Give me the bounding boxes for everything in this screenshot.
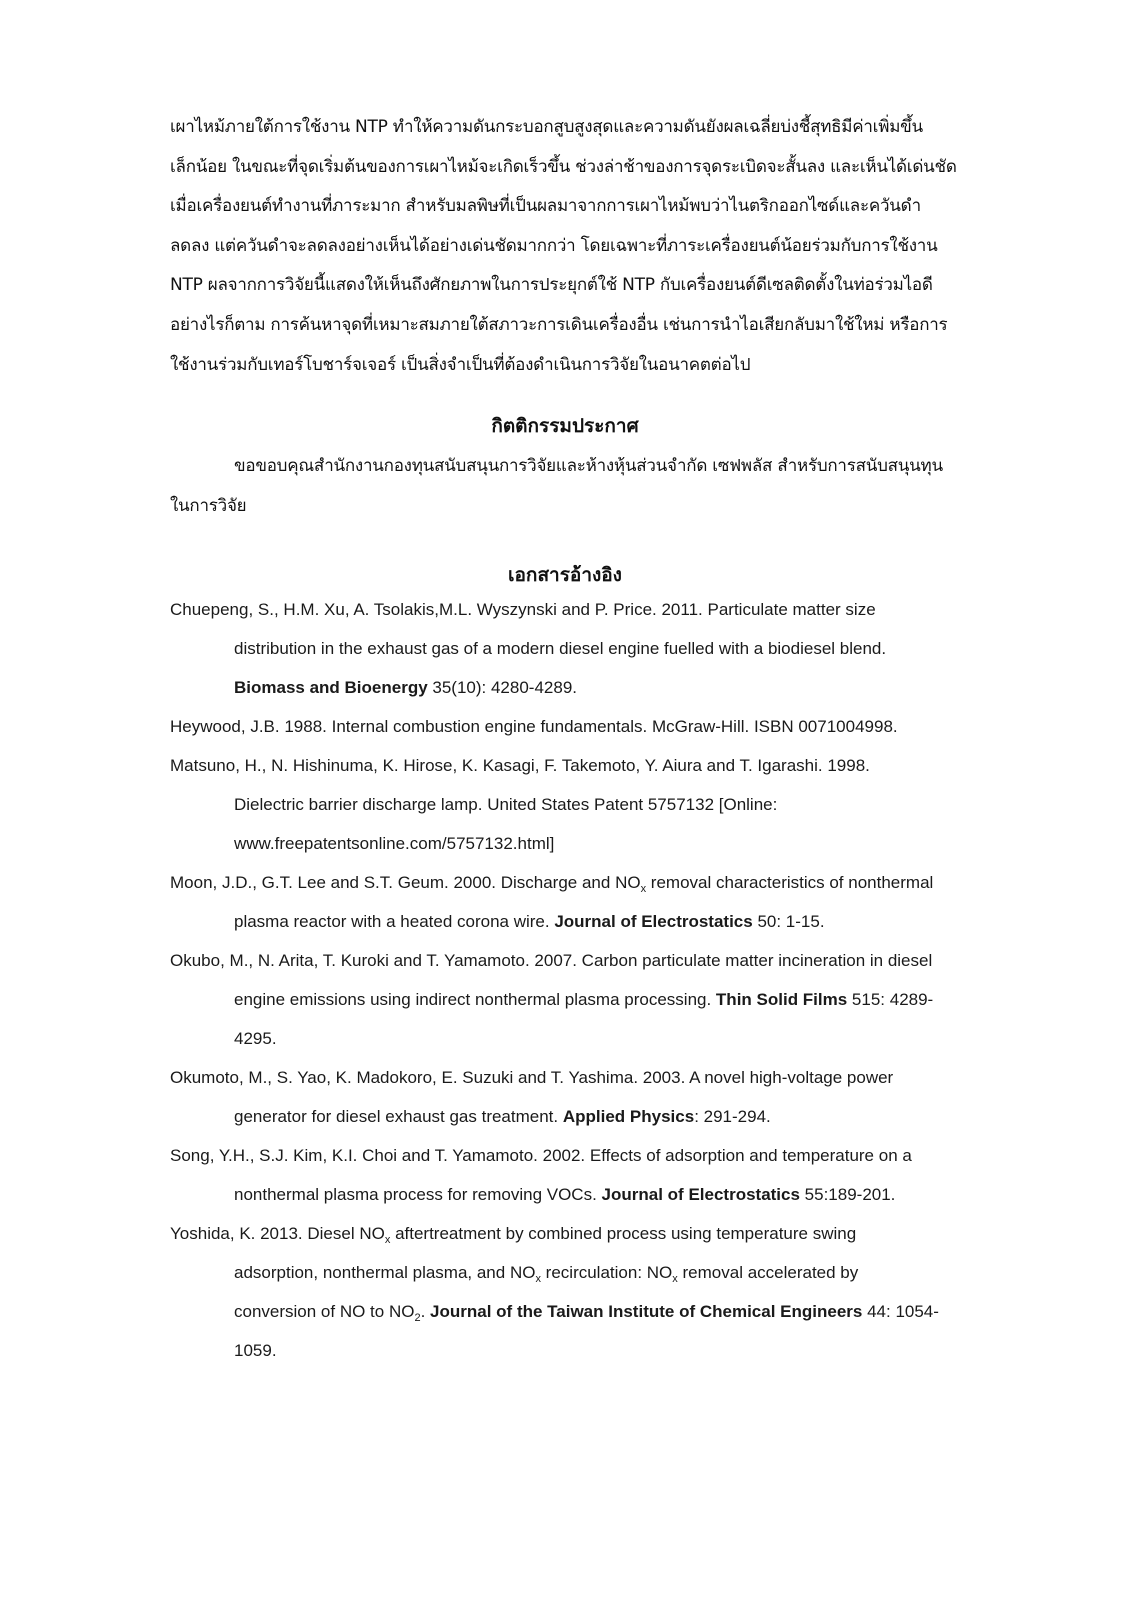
journal-title: Applied Physics <box>562 1107 695 1126</box>
reference-line <box>170 785 1015 824</box>
reference-text: adsorption, nonthermal plasma, and NO <box>234 1263 536 1282</box>
reference-text: removal accelerated by <box>677 1263 859 1282</box>
reference-text: generator for diesel exhaust gas treatment. <box>234 1107 563 1126</box>
reference-text: removal characteristics of nonthermal <box>646 873 934 892</box>
subscript-text: x <box>384 1234 391 1246</box>
paragraph-line: ในการวิจัย <box>170 495 247 516</box>
reference-text: aftertreatment by combined process using temperature swing <box>390 1224 857 1243</box>
reference-line <box>170 1136 1015 1175</box>
reference-text: Song, Y.H., S.J. Kim, K.I. Choi and T. Yamamoto. 2002. Effects of adsorption and temperature on a <box>170 1146 912 1165</box>
references-heading: เอกสารอ้างอิง <box>508 564 622 586</box>
journal-title: Journal of Electrostatics <box>601 1185 800 1204</box>
reference-text: distribution in the exhaust gas of a modern diesel engine fuelled with a biodiesel blend. <box>234 639 887 658</box>
reference-line <box>170 863 1015 902</box>
paragraph-line: เล็กน้อย ในขณะที่จุดเริ่มต้นของการเผาไหม้จะเกิดเร็วขึ้น ช่วงล่าช้าของการจุดระเบิดจะสั้นลง และเห็นได้เด่นชัด <box>170 156 957 177</box>
subscript-text: x <box>672 1273 678 1285</box>
reference-line <box>170 1253 1015 1292</box>
reference-line <box>170 1058 1015 1097</box>
reference-text: Moon, J.D., G.T. Lee and S.T. Geum. 2000. Discharge and NO <box>170 873 641 892</box>
reference-text: 4295. <box>234 1029 277 1048</box>
reference-line <box>170 1331 1015 1370</box>
reference-text: . <box>420 1302 431 1321</box>
reference-line <box>170 590 1015 629</box>
reference-text: Heywood, J.B. 1988. Internal combustion engine fundamentals. McGraw-Hill. ISBN 0071004998. <box>170 717 898 736</box>
reference-text: Chuepeng, S., H.M. Xu, A. Tsolakis,M.L. Wyszynski and P. Price. 2011. Particulate matter size <box>170 600 876 619</box>
reference-text: 1059. <box>234 1341 277 1360</box>
reference-entry <box>170 941 1015 1058</box>
reference-text: engine emissions using indirect nonthermal plasma processing. <box>234 990 716 1009</box>
reference-line <box>170 980 1015 1019</box>
reference-line <box>170 668 1015 707</box>
reference-list <box>170 590 1015 1370</box>
reference-text: 55:189-201. <box>799 1185 896 1204</box>
paragraph-line: เผาไหม้ภายใต้การใช้งาน NTP ทำให้ความดันกระบอกสูบสูงสุดและความดันยังผลเฉลี่ยบ่งชี้สุทธิมีค่าเพิ่มขึ้น <box>170 117 923 137</box>
subscript-text: x <box>535 1273 541 1285</box>
paragraph-line: อย่างไรก็ตาม การค้นหาจุดที่เหมาะสมภายใต้สภาวะการเดินเครื่องอื่น เช่นการนำไอเสียกลับมาใช้ใหม่ หรือการ <box>170 314 948 335</box>
acknowledgement-paragraph <box>170 447 1010 526</box>
paragraph-line: NTP ผลจากการวิจัยนี้แสดงให้เห็นถึงศักยภาพในการประยุกต์ใช้ NTP กับเครื่องยนต์ดีเซลติดตั้งในท่อร่วมไอดี <box>170 275 933 296</box>
reference-text: Dielectric barrier discharge lamp. United States Patent 5757132 [Online: <box>234 795 778 814</box>
reference-text: Matsuno, H., N. Hishinuma, K. Hirose, K. Kasagi, F. Takemoto, Y. Aiura and T. Igarashi. 1998. <box>170 756 870 775</box>
reference-text: 515: 4289- <box>847 990 934 1009</box>
reference-text: Okubo, M., N. Arita, T. Kuroki and T. Yamamoto. 2007. Carbon particulate matter incineration in diesel <box>170 951 933 970</box>
acknowledgement-heading: กิตติกรรมประกาศ <box>491 415 639 437</box>
reference-line <box>170 1214 1015 1253</box>
subscript-text: 2 <box>414 1312 421 1324</box>
reference-entry <box>170 1136 1015 1214</box>
reference-text: plasma reactor with a heated corona wire. <box>234 912 555 931</box>
reference-line <box>170 629 1015 668</box>
reference-line <box>170 902 1015 941</box>
reference-text: 44: 1054- <box>862 1302 939 1321</box>
reference-line <box>170 746 1015 785</box>
reference-text: recirculation: NO <box>540 1263 673 1282</box>
paragraph-line: เมื่อเครื่องยนต์ทำงานที่ภาระมาก สำหรับมลพิษที่เป็นผลมาจากการเผาไหม้พบว่าไนตริกออกไซด์และควันดำ <box>170 196 921 217</box>
conclusion-paragraph <box>170 108 1005 385</box>
journal-title: Biomass and Bioenergy <box>234 678 428 697</box>
reference-line <box>170 824 1015 863</box>
reference-text: 50: 1-15. <box>752 912 825 931</box>
reference-line <box>170 941 1015 980</box>
subscript-text: x <box>640 883 647 895</box>
journal-title: Thin Solid Films <box>715 990 848 1009</box>
reference-line <box>170 1097 1015 1136</box>
reference-text: nonthermal plasma process for removing VOCs. <box>234 1185 602 1204</box>
reference-entry <box>170 707 1015 746</box>
journal-title: Journal of Electrostatics <box>554 912 753 931</box>
reference-line <box>170 1019 1015 1058</box>
paragraph-line: ลดลง แต่ควันดำจะลดลงอย่างเห็นได้อย่างเด่นชัดมากกว่า โดยเฉพาะที่ภาระเครื่องยนต์น้อยร่วมกับการใช้งาน <box>170 235 938 256</box>
reference-entry <box>170 746 1015 863</box>
reference-line <box>170 707 1015 746</box>
reference-entry <box>170 590 1015 707</box>
reference-line <box>170 1292 1015 1331</box>
reference-entry <box>170 1214 1015 1370</box>
reference-text: conversion of NO to NO <box>234 1302 415 1321</box>
reference-text: www.freepatentsonline.com/5757132.html] <box>234 834 555 853</box>
reference-line <box>170 1175 1015 1214</box>
reference-text: : 291-294. <box>694 1107 771 1126</box>
reference-entry <box>170 863 1015 941</box>
reference-text: Okumoto, M., S. Yao, K. Madokoro, E. Suzuki and T. Yashima. 2003. A novel high-voltage power <box>170 1068 894 1087</box>
journal-title: Journal of the Taiwan Institute of Chemical Engineers <box>430 1302 863 1321</box>
reference-text: Yoshida, K. 2013. Diesel NO <box>170 1224 385 1243</box>
reference-text: 35(10): 4280-4289. <box>427 678 578 697</box>
paragraph-line: ขอขอบคุณสำนักงานกองทุนสนับสนุนการวิจัยและห้างหุ้นส่วนจำกัด เซฟพลัส สำหรับการสนับสนุนทุน <box>234 456 943 476</box>
paragraph-line: ใช้งานร่วมกับเทอร์โบชาร์จเจอร์ เป็นสิ่งจำเป็นที่ต้องดำเนินการวิจัยในอนาคตต่อไป <box>170 354 751 375</box>
reference-entry <box>170 1058 1015 1136</box>
